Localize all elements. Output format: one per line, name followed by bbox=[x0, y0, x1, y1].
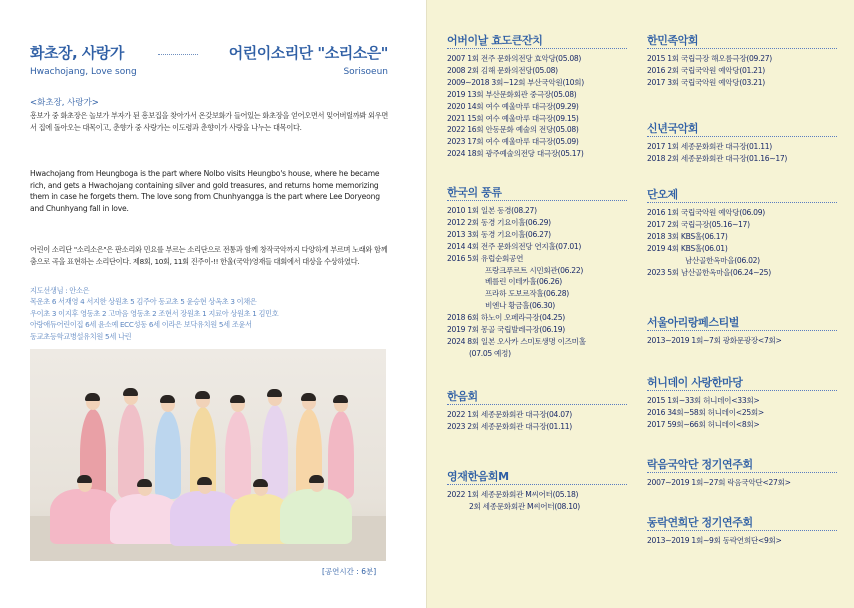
history-entry: 비엔나 황금홀(06.30) bbox=[485, 301, 555, 311]
child-skirt bbox=[280, 489, 352, 544]
program-title-en: Hwachojang, Love song bbox=[30, 67, 137, 77]
history-entry: 2010 1회 일본 동경(08.27) bbox=[447, 206, 537, 215]
history-entry: 2019 4회 KBS홀(06.01) bbox=[647, 243, 728, 253]
history-entry: 2017 1회 세종문화회관 대극장(01.11) bbox=[647, 142, 772, 151]
child-hair bbox=[123, 388, 138, 396]
child-hair bbox=[77, 475, 92, 483]
history-block-title: 어버이날 효도큰잔치 bbox=[447, 34, 543, 47]
child-hair bbox=[267, 389, 282, 397]
history-block-divider bbox=[647, 48, 837, 49]
history-entry: 2022 1회 세종문화회관 M씨어터(05.18) bbox=[447, 490, 579, 499]
child-hair bbox=[197, 477, 212, 485]
history-entry: 2023 2회 세종문화회관 대극장(01.11) bbox=[447, 421, 572, 431]
history-entry: 2018 3회 KBS홀(06.17) bbox=[647, 231, 728, 241]
history-block-title: 허니데이 사랑한마당 bbox=[647, 376, 743, 389]
child-hair bbox=[309, 475, 324, 483]
history-block-title: 단오제 bbox=[647, 188, 678, 201]
title-divider bbox=[158, 54, 198, 55]
history-block-divider bbox=[447, 200, 627, 201]
child-hair bbox=[230, 395, 245, 403]
history-block-title: 동락연희단 정기연주회 bbox=[647, 516, 753, 529]
history-entry: 2007 1회 전주 문화의전당 효악당(05.08) bbox=[447, 54, 582, 63]
history-entry: 2016 5회 유럽순회공연 bbox=[447, 253, 524, 263]
performance-runtime: [공연시간 : 6분] bbox=[322, 567, 377, 576]
history-entry: 2회 세종문화회관 M씨어터(08.10) bbox=[469, 501, 580, 511]
history-block bbox=[647, 456, 837, 489]
history-entry: 2013 3회 동경 기요이홀(06.27) bbox=[447, 229, 551, 239]
history-entry: 프라하 도보르작홀(06.28) bbox=[485, 289, 569, 299]
history-entry: 2017 3회 국립국악원 예악당(03.21) bbox=[647, 77, 765, 87]
history-block-divider bbox=[647, 390, 837, 391]
history-entry: 2023 17회 여수 예울마루 대극장(05.09) bbox=[447, 137, 579, 147]
history-entry: 2014 4회 전주 문화의전당 연지홀(07.01) bbox=[447, 241, 582, 251]
history-entry: 2009~2018 3회~12회 부산국악원(10회) bbox=[447, 77, 584, 87]
history-entry: 2013~2019 1회~7회 광화문광장<7회> bbox=[647, 336, 782, 345]
history-block bbox=[647, 120, 837, 165]
child-hair bbox=[253, 479, 268, 487]
history-entry: 2016 1회 국립국악원 예악당(06.09) bbox=[647, 208, 765, 217]
history-block-divider bbox=[647, 202, 837, 203]
history-entry: 2008 2회 김해 문화의전당(05.08) bbox=[447, 65, 558, 75]
history-block-divider bbox=[647, 472, 837, 473]
child-hair bbox=[333, 395, 348, 403]
history-block bbox=[647, 514, 837, 547]
child-hair bbox=[301, 393, 316, 401]
group-description: 어린이 소리단 "소리소은"은 판소리와 민요를 부르는 소리단으로 전통과 함께 창작국악까지 다양하게 부르며 노래와 함께 춤으로 곡을 표현하는 소리단이다. 제8회, 10회, 11회 진주이-!! 한울(국악)영재들 대회에서 대상을 수상하였다. bbox=[30, 245, 388, 266]
child-hair bbox=[137, 479, 152, 487]
history-block-title: 한음회 bbox=[447, 390, 478, 403]
history-entry: 2024 8회 일본 오사카 스미토생명 이즈미홀 bbox=[447, 336, 586, 346]
group-photo bbox=[30, 349, 386, 561]
child-figure bbox=[328, 411, 354, 499]
history-block-title: 락음국악단 정기연주회 bbox=[647, 458, 753, 471]
right-page bbox=[427, 0, 854, 608]
history-entry: 2019 7회 몽골 국립발레극장(06.19) bbox=[447, 325, 565, 335]
history-entry: 2018 2회 세종문화회관 대극장(01.16~17) bbox=[647, 153, 788, 163]
history-entry: 2015 1회~33회 허니데이<33회> bbox=[647, 396, 760, 405]
history-entry: 2018 6회 하노이 오페라극장(04.25) bbox=[447, 313, 565, 323]
description-korean: 흥보가 중 화초장은 놀보가 부자가 된 흥보집을 찾아가서 온갖보화가 들어있는 화초장을 얻어오면서 잊어버릴까봐 외우면서 집에 돌아오는 대목이고, 춘향가 중 사랑가는 이도령과 춘향이가 사랑을 나누는 대목이다. bbox=[30, 111, 388, 132]
history-block bbox=[447, 468, 627, 513]
performer-title: 어린이소리단 "소리소은" bbox=[228, 44, 388, 62]
credit-line: 지도선생님 : 안소은 bbox=[30, 286, 90, 295]
history-entry: 2007~2019 1회~27회 락음국악단<27회> bbox=[647, 478, 791, 487]
history-block bbox=[647, 32, 837, 89]
history-block bbox=[447, 388, 627, 433]
history-entry: 2020 14회 여수 예울마루 대극장(09.29) bbox=[447, 101, 579, 111]
history-entry: 베를린 이테카홀(06.26) bbox=[485, 277, 562, 287]
history-entry: 2022 16회 안동문화 예술의 전당(05.08) bbox=[447, 125, 579, 135]
history-entry: 남산골한옥마을(06.02) bbox=[685, 255, 760, 265]
history-block bbox=[447, 184, 627, 360]
history-block bbox=[447, 32, 627, 160]
child-hair bbox=[195, 391, 210, 399]
credit-line: 아랑애듀어린이집 6세 윤소예 ECC성동 6세 이라은 보닥유치원 5세 조윤서 bbox=[30, 320, 252, 330]
child-hair bbox=[160, 395, 175, 403]
history-block-divider bbox=[447, 484, 627, 485]
history-entry: 2022 1회 세종문화회관 대극장(04.07) bbox=[447, 410, 572, 419]
history-block-divider bbox=[647, 530, 837, 531]
history-entry: 2023 5회 남산골한옥마을(06.24~25) bbox=[647, 267, 771, 277]
history-block-title: 한민족악회 bbox=[647, 34, 699, 47]
child-hair bbox=[85, 393, 100, 401]
program-title: 화초장, 사랑가 bbox=[30, 44, 124, 62]
history-entry: 2015 1회 국립극장 해오름극장(09.27) bbox=[647, 54, 772, 63]
history-block-title: 서울아리랑페스티벌 bbox=[647, 316, 740, 329]
child-figure bbox=[225, 411, 251, 499]
history-block-divider bbox=[447, 48, 627, 49]
history-block bbox=[647, 314, 837, 347]
history-block bbox=[647, 186, 837, 278]
history-block-divider bbox=[647, 330, 837, 331]
history-block-title: 신년국악회 bbox=[647, 122, 699, 135]
history-entry: 2012 2회 동경 기요이홀(06.29) bbox=[447, 217, 551, 227]
history-block bbox=[647, 374, 837, 431]
history-entry: 2013~2019 1회~9회 동락연희단<9회> bbox=[647, 536, 782, 545]
credit-line: 동교초등학교병설유치원 5세 나린 bbox=[30, 331, 132, 341]
history-entry: 2019 13회 부산문화회관 중극장(05.08) bbox=[447, 89, 577, 99]
history-block-divider bbox=[447, 404, 627, 405]
history-entry: 2024 18회 광주예술의전당 대극장(05.17) bbox=[447, 149, 584, 159]
history-entry: 2017 2회 국립극장(05.16~17) bbox=[647, 219, 750, 229]
history-block-title: 한국의 풍류 bbox=[447, 186, 502, 199]
credit-line: 우이초 3 이지후 영동초 2 고마음 영동초 2 조현서 장원초 1 지료아 상원초 1 김민호 bbox=[30, 308, 279, 318]
title-row bbox=[30, 42, 388, 64]
performer-credits bbox=[30, 285, 395, 342]
performer-title-en: Sorisoeun bbox=[343, 67, 388, 77]
child-figure bbox=[155, 411, 181, 499]
description-english: Hwachojang from Heungboga is the part where Nolbo visits Heungbo's house, where he became rich, and gets a Hwachojang containing silver and gold treasures, and returns home memorizing them in case he forgets them. The love song from Chunhyangga is the part where Lee Doryeong and Chunhyang fall in love. bbox=[30, 169, 380, 213]
history-entry: 2016 2회 국립국악원 예악당(01.21) bbox=[647, 65, 765, 75]
history-entry: 2021 15회 여수 예울마루 대극장(09.15) bbox=[447, 113, 579, 123]
history-entry: (07.05 예정) bbox=[469, 348, 511, 358]
history-entry: 2016 34회~58회 허니데이<25회> bbox=[647, 407, 764, 417]
credit-line: 목운초 6 서재영 4 서지한 상원초 5 김주아 동교초 5 윤승현 상옥초 3 이채은 bbox=[30, 297, 257, 307]
history-block-title: 영재한음회M bbox=[447, 470, 509, 483]
history-entry: 2017 59회~66회 허니데이<8회> bbox=[647, 419, 760, 429]
history-block-divider bbox=[647, 136, 837, 137]
history-entry: 프랑크푸르트 시민회관(06.22) bbox=[485, 265, 584, 275]
section-label: <화초장, 사랑가> bbox=[30, 98, 99, 108]
